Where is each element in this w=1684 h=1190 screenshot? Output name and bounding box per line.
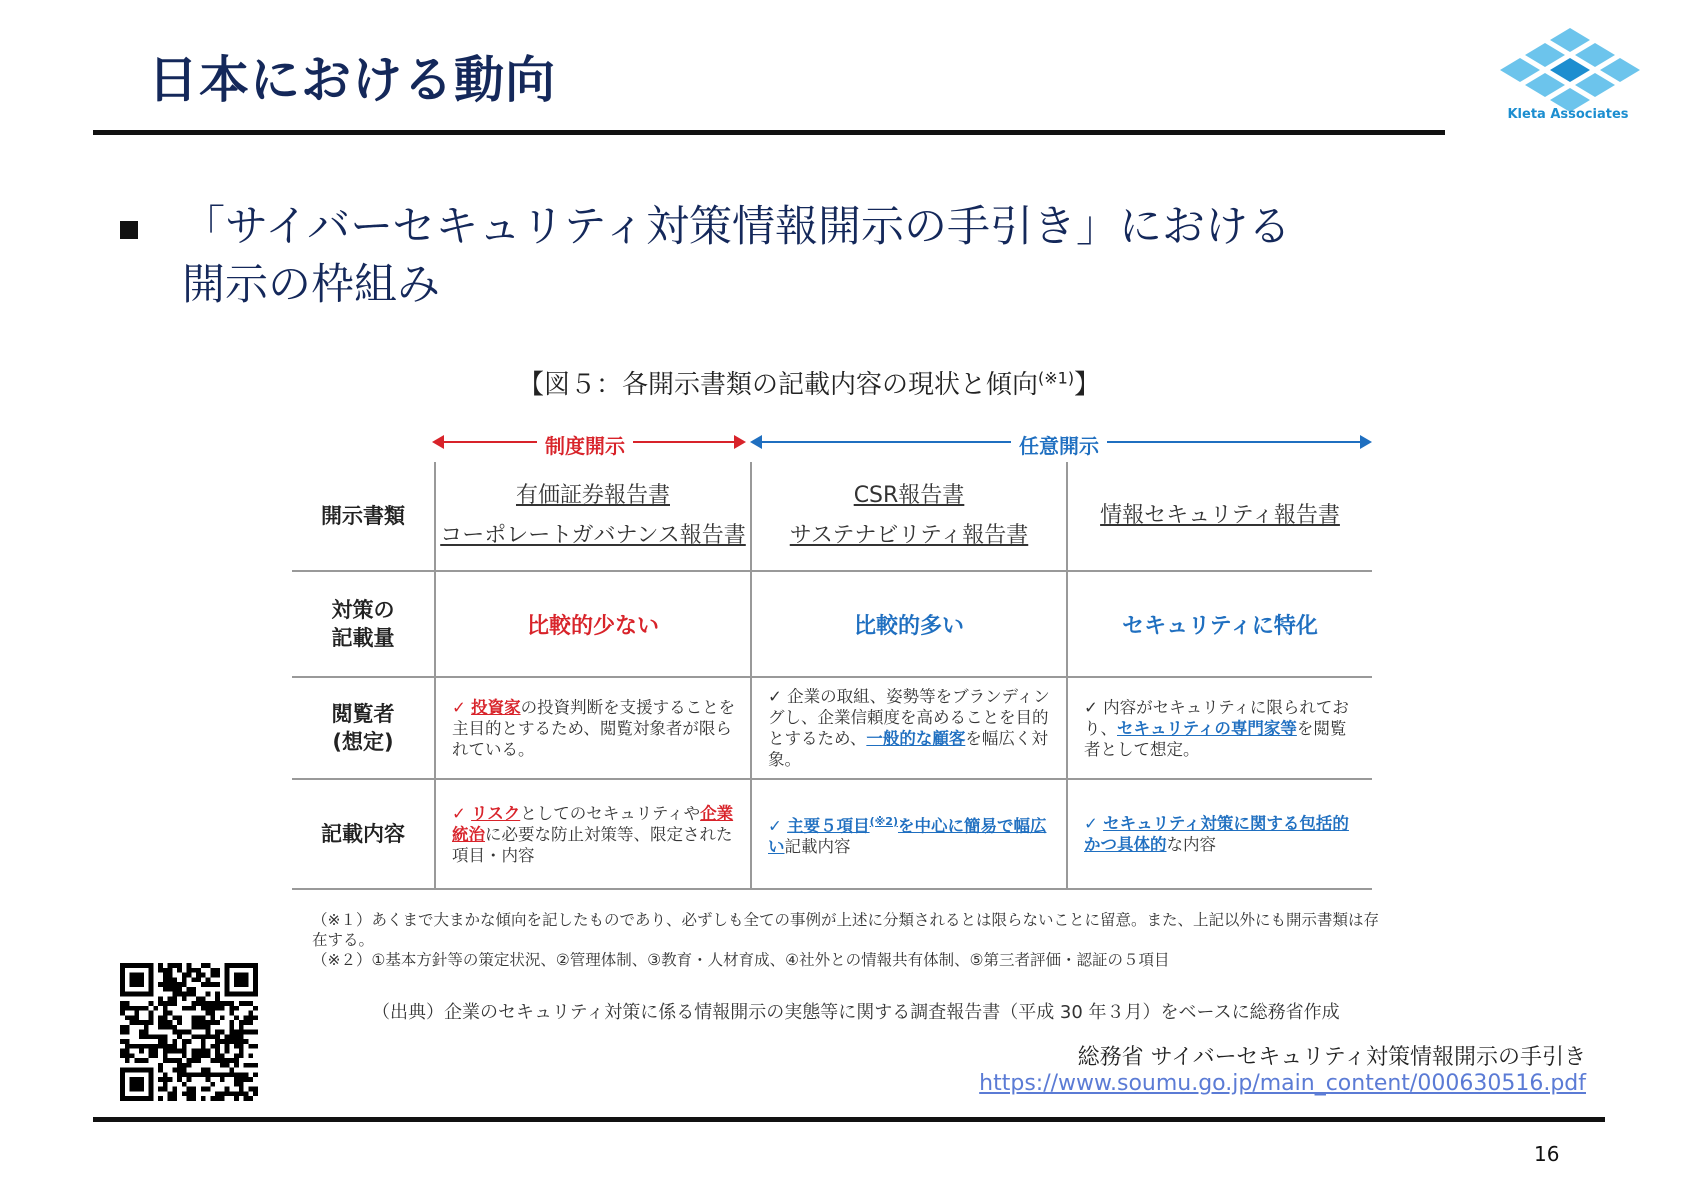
content-col2-post: 記載内容	[784, 837, 851, 857]
doc-csr-report: CSR報告書	[853, 483, 965, 508]
check-icon: ✓	[1084, 814, 1098, 833]
row-label-readers-2: (想定)	[332, 730, 394, 754]
readers-col3-post: を閲覧者として想定。	[1084, 718, 1347, 759]
cell-col3-readers	[1067, 677, 1372, 779]
readers-col3-em: セキュリティの専門家等	[1117, 718, 1297, 738]
content-col3-em: セキュリティ対策に関する包括的かつ具体的	[1084, 814, 1349, 854]
footer-divider	[93, 1117, 1605, 1122]
section-heading	[182, 198, 1482, 314]
table-row-amount	[292, 571, 1372, 677]
cell-col1-readers	[435, 677, 751, 779]
cell-col2-docs	[751, 462, 1067, 571]
cell-col2-readers	[751, 677, 1067, 779]
disclosure-table	[292, 462, 1372, 890]
doc-governance-report: コーポレートガバナンス報告書	[440, 523, 746, 548]
cell-col2-amount: 比較的多い	[751, 571, 1067, 677]
cell-col3-amount: セキュリティに特化	[1067, 571, 1372, 677]
table-row-content	[292, 779, 1372, 889]
readers-col2-em: 一般的な顧客	[866, 729, 966, 748]
doc-sustainability-report: サステナビリティ報告書	[789, 523, 1029, 548]
cell-col1-amount: 比較的少ない	[435, 571, 751, 677]
row-label-readers	[292, 677, 435, 779]
arrow-right-icon	[734, 435, 746, 449]
check-icon: ✓	[768, 816, 782, 836]
reference-link[interactable]: https://www.soumu.go.jp/main_content/000630516.pdf	[979, 1071, 1586, 1096]
check-icon: ✓	[452, 697, 466, 717]
content-col1-text: に必要な防止対策等、限定された項目・内容	[452, 824, 733, 865]
doc-infosec-report: 情報セキュリティ報告書	[1100, 503, 1340, 528]
band-voluntary	[752, 430, 1370, 458]
bullet-marker	[120, 221, 138, 239]
band-voluntary-label: 任意開示	[1011, 430, 1107, 459]
readers-col2-post: を幅広く対象。	[768, 729, 1048, 769]
check-icon: ✓	[452, 803, 466, 823]
footnote-2: （※２）①基本方針等の策定状況、②管理体制、③教育・人材育成、④社外との情報共有体制、⑤第三者評価・認証の５項目	[312, 951, 1170, 969]
content-col1-em2: 企業統治	[452, 803, 734, 844]
arrow-right-icon	[1360, 435, 1372, 449]
heading-line-2: 開示の枠組み	[182, 260, 440, 310]
row-label-content: 記載内容	[292, 779, 435, 889]
cell-col1-docs	[435, 462, 751, 571]
row-label-docs: 開示書類	[292, 462, 435, 571]
arrow-left-icon	[750, 435, 762, 449]
check-icon: ✓	[1084, 697, 1098, 717]
reference-label: 総務省 サイバーセキュリティ対策情報開示の手引き	[1077, 1045, 1586, 1070]
figure-title-text: 【図５：各開示書類の記載内容の現状と傾向	[518, 370, 1039, 400]
band-mandatory-label: 制度開示	[537, 430, 633, 459]
heading-line-1: 「サイバーセキュリティ対策情報開示の手引き」における	[182, 202, 1291, 252]
cell-col3-content	[1067, 779, 1372, 889]
figure-title	[518, 364, 1100, 401]
readers-col1-em: 投資家	[471, 697, 521, 717]
page-number: 16	[1534, 1142, 1560, 1166]
row-label-readers-1: 閲覧者	[331, 702, 395, 726]
readers-col3-text: 内容がセキュリティに限られており、	[1084, 697, 1349, 738]
title-divider	[93, 130, 1445, 135]
figure-source: （出典）企業のセキュリティ対策に係る情報開示の実態等に関する調査報告書（平成 30 年３月）をベースに総務省作成	[372, 1002, 1340, 1023]
qr-code[interactable]	[120, 963, 258, 1101]
footnote-1: （※１）あくまで大まかな傾向を記したものであり、必ずしも全ての事例が上述に分類されるとは限らないことに留意。また、上記以外にも開示書類は存在する。	[312, 911, 1379, 949]
check-icon: ✓	[768, 687, 782, 706]
content-col1-em1: リスク	[471, 803, 521, 823]
arrow-left-icon	[432, 435, 444, 449]
cell-col1-content	[435, 779, 751, 889]
slide-title: 日本における動向	[148, 51, 556, 109]
table-row-docs	[292, 462, 1372, 571]
figure-title-close: 】	[1074, 370, 1101, 400]
cell-col2-content	[751, 779, 1067, 889]
row-label-amount	[292, 571, 435, 677]
content-col2-note: (※2)	[869, 814, 898, 828]
content-col2-em: 主要５項目	[787, 816, 870, 836]
band-mandatory	[434, 430, 744, 458]
figure-title-note: (※1)	[1038, 368, 1075, 388]
readers-col2-text: 企業の取組、姿勢等をブランディングし、企業信頼度を高めることを目的とするため、	[768, 687, 1050, 748]
cell-col3-docs	[1067, 462, 1372, 571]
logo-text: Kleta Associates	[1507, 107, 1629, 122]
content-col1-mid: としてのセキュリティや	[520, 803, 701, 823]
table-row-readers	[292, 677, 1372, 779]
row-label-amount-2: 記載量	[331, 626, 395, 650]
doc-securities-report: 有価証券報告書	[515, 483, 670, 508]
content-col3-post: な内容	[1166, 835, 1216, 854]
figure-footnotes	[312, 910, 1392, 970]
row-label-amount-1: 対策の	[331, 598, 395, 622]
readers-col1-text: の投資判断を支援することを主目的とするため、閲覧対象者が限られている。	[452, 697, 736, 759]
content-col2-em2: を中心に簡易で幅広い	[768, 816, 1047, 857]
